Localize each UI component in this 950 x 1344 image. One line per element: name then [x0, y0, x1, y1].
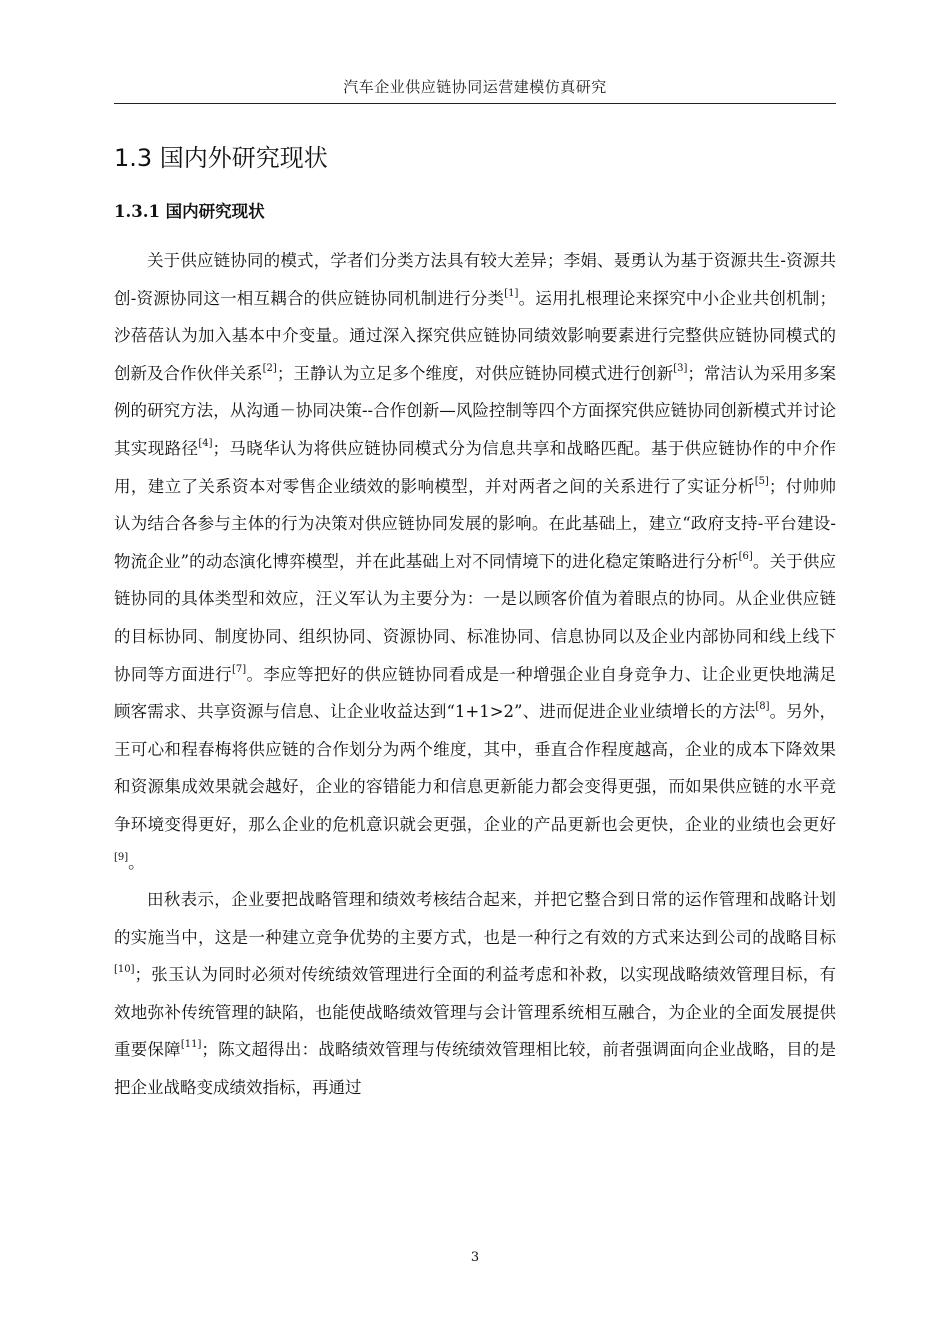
text-run: 。李应等把好的供应链协同看成是一种增强企业自身竞争力、让企业更快地满足顾客需求、共享资源与信息、让企业收益达到“1+1>2”、进而促进企业业绩增长的方法: [114, 664, 837, 722]
citation: [7]: [231, 663, 247, 675]
body-text: [114, 242, 836, 1107]
text-run: ；付帅帅认为结合各参与主体的行为决策对供应链协同发展的影响。在此基础上，建立“政府支持-平台建设-物流企业”的动态演化博弈模型，并在此基础上对不同情境下的进化稳定策略进行分析: [114, 476, 837, 571]
text-run: ；张玉认为同时必须对传统绩效管理进行全面的利益考虑和补救，以实现战略绩效管理目标，有效地弥补传统管理的缺陷，也能使战略绩效管理与会计管理系统相互融合，为企业的全面发展提供重要保障: [114, 965, 836, 1060]
paragraph-1: [114, 242, 836, 881]
text-run: 。关于供应链协同的具体类型和效应，汪义军认为主要分为：一是以顾客价值为着眼点的协同。从企业供应链的目标协同、制度协同、组织协同、资源协同、标准协同、信息协同以及企业内部协同和线上线下协同等方面进行: [114, 551, 837, 684]
citation: [6]: [738, 550, 753, 562]
text-run: ；马晓华认为将供应链协同模式分为信息共享和战略匹配。基于供应链协作的中介作用，建立了关系资本对零售企业绩效的影响模型，并对两者之间的关系进行了实证分析: [114, 438, 837, 496]
text-run: 。: [128, 852, 145, 872]
citation: [11]: [180, 1039, 202, 1051]
citation: [1]: [504, 287, 519, 299]
running-header: 汽车企业供应链协同运营建模仿真研究: [343, 78, 607, 96]
citation: [5]: [754, 475, 769, 487]
citation: [2]: [262, 362, 277, 374]
text-run: 关于供应链协同的模式，学者们分类方法具有较大差异；李娟、聂勇认为基于资源共生-资源共创-资源协同这一相互耦合的供应链协同机制进行分类: [114, 251, 836, 308]
paragraph-2: [114, 881, 836, 1107]
citation: [9]: [114, 851, 129, 863]
subsection-title: 1.3.1 国内研究现状: [114, 202, 265, 221]
citation: [8]: [755, 701, 770, 713]
section-title: 1.3 国内外研究现状: [114, 144, 328, 172]
header-rule: [114, 103, 836, 104]
text-run: ；常洁认为采用多案例的研究方法，从沟通－协同决策--合作创新—风险控制等四个方面探究供应链协同创新模式并讨论其实现路径: [114, 363, 837, 458]
text-run: 。运用扎根理论来探究中小企业共创机制；沙蓓蓓认为加入基本中介变量。通过深入探究供应链协同绩效影响要素进行完整供应链协同模式的创新及合作伙伴关系: [114, 288, 837, 383]
text-run: 田秋表示，企业要把战略管理和绩效考核结合起来，并把它整合到日常的运作管理和战略计划的实施当中，这是一种建立竞争优势的主要方式，也是一种行之有效的方式来达到公司的战略目标: [114, 890, 836, 947]
citation: [10]: [114, 964, 135, 976]
text-run: ；王静认为立足多个维度，对供应链协同模式进行创新: [276, 363, 674, 383]
citation: [3]: [673, 362, 688, 374]
text-run: ；陈文超得出：战略绩效管理与传统绩效管理相比较，前者强调面向企业战略，目的是把企业战略变成绩效指标，再通过: [114, 1040, 837, 1098]
text-run: 。另外，王可心和程春梅将供应链的合作划分为两个维度，其中，垂直合作程度越高，企业的成本下降效果和资源集成效果就会越好，企业的容错能力和信息更新能力都会变得更强，而如果供应链的水平竞争环境变得更好，那么企业的危机意识就会更强，企业的产品更新也会更快，企业的业绩也会更好: [114, 702, 837, 834]
citation: [4]: [198, 437, 213, 449]
page-number: 3: [470, 1250, 480, 1265]
